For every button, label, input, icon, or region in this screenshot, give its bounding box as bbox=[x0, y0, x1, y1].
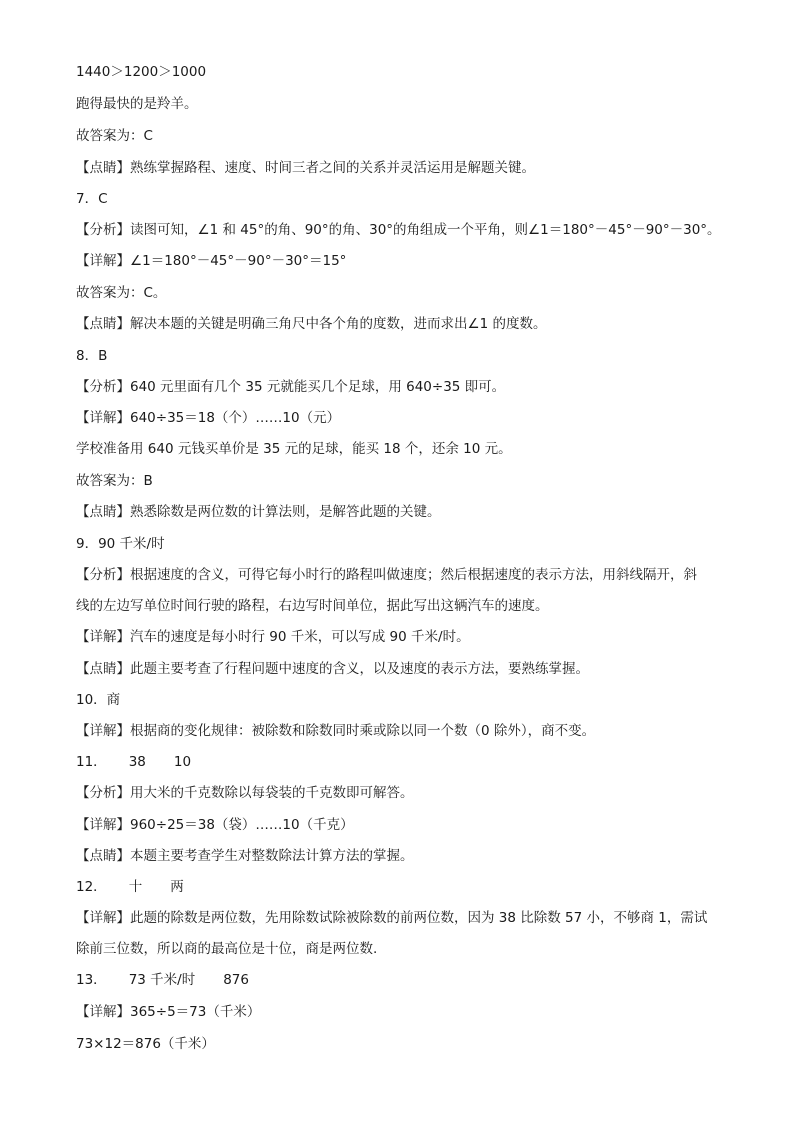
text-line: 【详解】汽车的速度是每小时行 90 千米，可以写成 90 千米/时。 bbox=[76, 629, 470, 645]
answer-blank-1: 十 bbox=[128, 879, 143, 895]
text-line: 【详解】640÷35＝18（个）……10（元） bbox=[76, 410, 341, 426]
text-line: 故答案为：C。 bbox=[76, 285, 167, 301]
question-number: 13． bbox=[76, 972, 107, 988]
text-line: 【分析】用大米的千克数除以每袋装的千克数即可解答。 bbox=[76, 785, 414, 801]
question-number: 9．90 千米/时 bbox=[76, 536, 165, 552]
text-line: 除前三位数，所以商的最高位是十位，商是两位数. bbox=[76, 941, 378, 957]
question-number: 11． bbox=[76, 754, 107, 770]
text-line: 【点睛】本题主要考查学生对整数除法计算方法的掌握。 bbox=[76, 848, 414, 864]
question-number: 7．C bbox=[76, 191, 108, 207]
text-line: 【详解】根据商的变化规律：被除数和除数同时乘或除以同一个数（0 除外），商不变。 bbox=[76, 723, 596, 739]
text-line: 跑得最快的是羚羊。 bbox=[76, 96, 198, 112]
text-line: 【分析】读图可知，∠1 和 45°的角、90°的角、30°的角组成一个平角，则∠1＝180°－45°－90°－30°。 bbox=[76, 222, 721, 238]
answer-blank-1: 73 千米/时 bbox=[128, 972, 196, 988]
text-line: 【点睛】解决本题的关键是明确三角尺中各个角的度数，进而求出∠1 的度数。 bbox=[76, 316, 547, 332]
question-number: 12． bbox=[76, 879, 107, 895]
text-line: 1440＞1200＞1000 bbox=[76, 64, 207, 80]
answer-blank-1: 38 bbox=[128, 754, 146, 770]
text-line: 故答案为：C bbox=[76, 128, 153, 144]
text-line: 线的左边写单位时间行驶的路程，右边写时间单位，据此写出这辆汽车的速度。 bbox=[76, 598, 549, 614]
question-11 bbox=[76, 752, 726, 772]
answer-blank-2: 两 bbox=[170, 879, 184, 895]
text-line: 【分析】640 元里面有几个 35 元就能买几个足球，用 640÷35 即可。 bbox=[76, 379, 506, 395]
question-number: 8．B bbox=[76, 348, 108, 364]
question-12 bbox=[76, 877, 726, 897]
text-line: 【分析】根据速度的含义，可得它每小时行的路程叫做速度；然后根据速度的表示方法，用斜线隔开，斜 bbox=[76, 567, 697, 583]
text-line: 【点睛】此题主要考查了行程问题中速度的含义，以及速度的表示方法，要熟练掌握。 bbox=[76, 661, 589, 677]
text-line: 【点睛】熟悉除数是两位数的计算法则，是解答此题的关键。 bbox=[76, 504, 441, 520]
text-line: 【详解】365÷5＝73（千米） bbox=[76, 1004, 261, 1020]
text-line: 【点睛】熟练掌握路程、速度、时间三者之间的关系并灵活运用是解题关键。 bbox=[76, 160, 535, 176]
question-number: 10．商 bbox=[76, 692, 121, 708]
text-line: 【详解】∠1＝180°－45°－90°－30°＝15° bbox=[76, 253, 347, 269]
answer-blank-2: 10 bbox=[173, 754, 192, 770]
text-line: 73×12＝876（千米） bbox=[76, 1036, 215, 1052]
text-line: 【详解】960÷25＝38（袋）……10（千克） bbox=[76, 817, 354, 833]
text-line: 学校准备用 640 元钱买单价是 35 元的足球，能买 18 个，还余 10 元。 bbox=[76, 441, 512, 457]
text-line: 【详解】此题的除数是两位数，先用除数试除被除数的前两位数，因为 38 比除数 57 小，不够商 1，需试 bbox=[76, 910, 708, 926]
text-line: 故答案为：B bbox=[76, 473, 153, 489]
question-13 bbox=[76, 970, 726, 990]
answer-blank-2: 876 bbox=[223, 972, 249, 988]
